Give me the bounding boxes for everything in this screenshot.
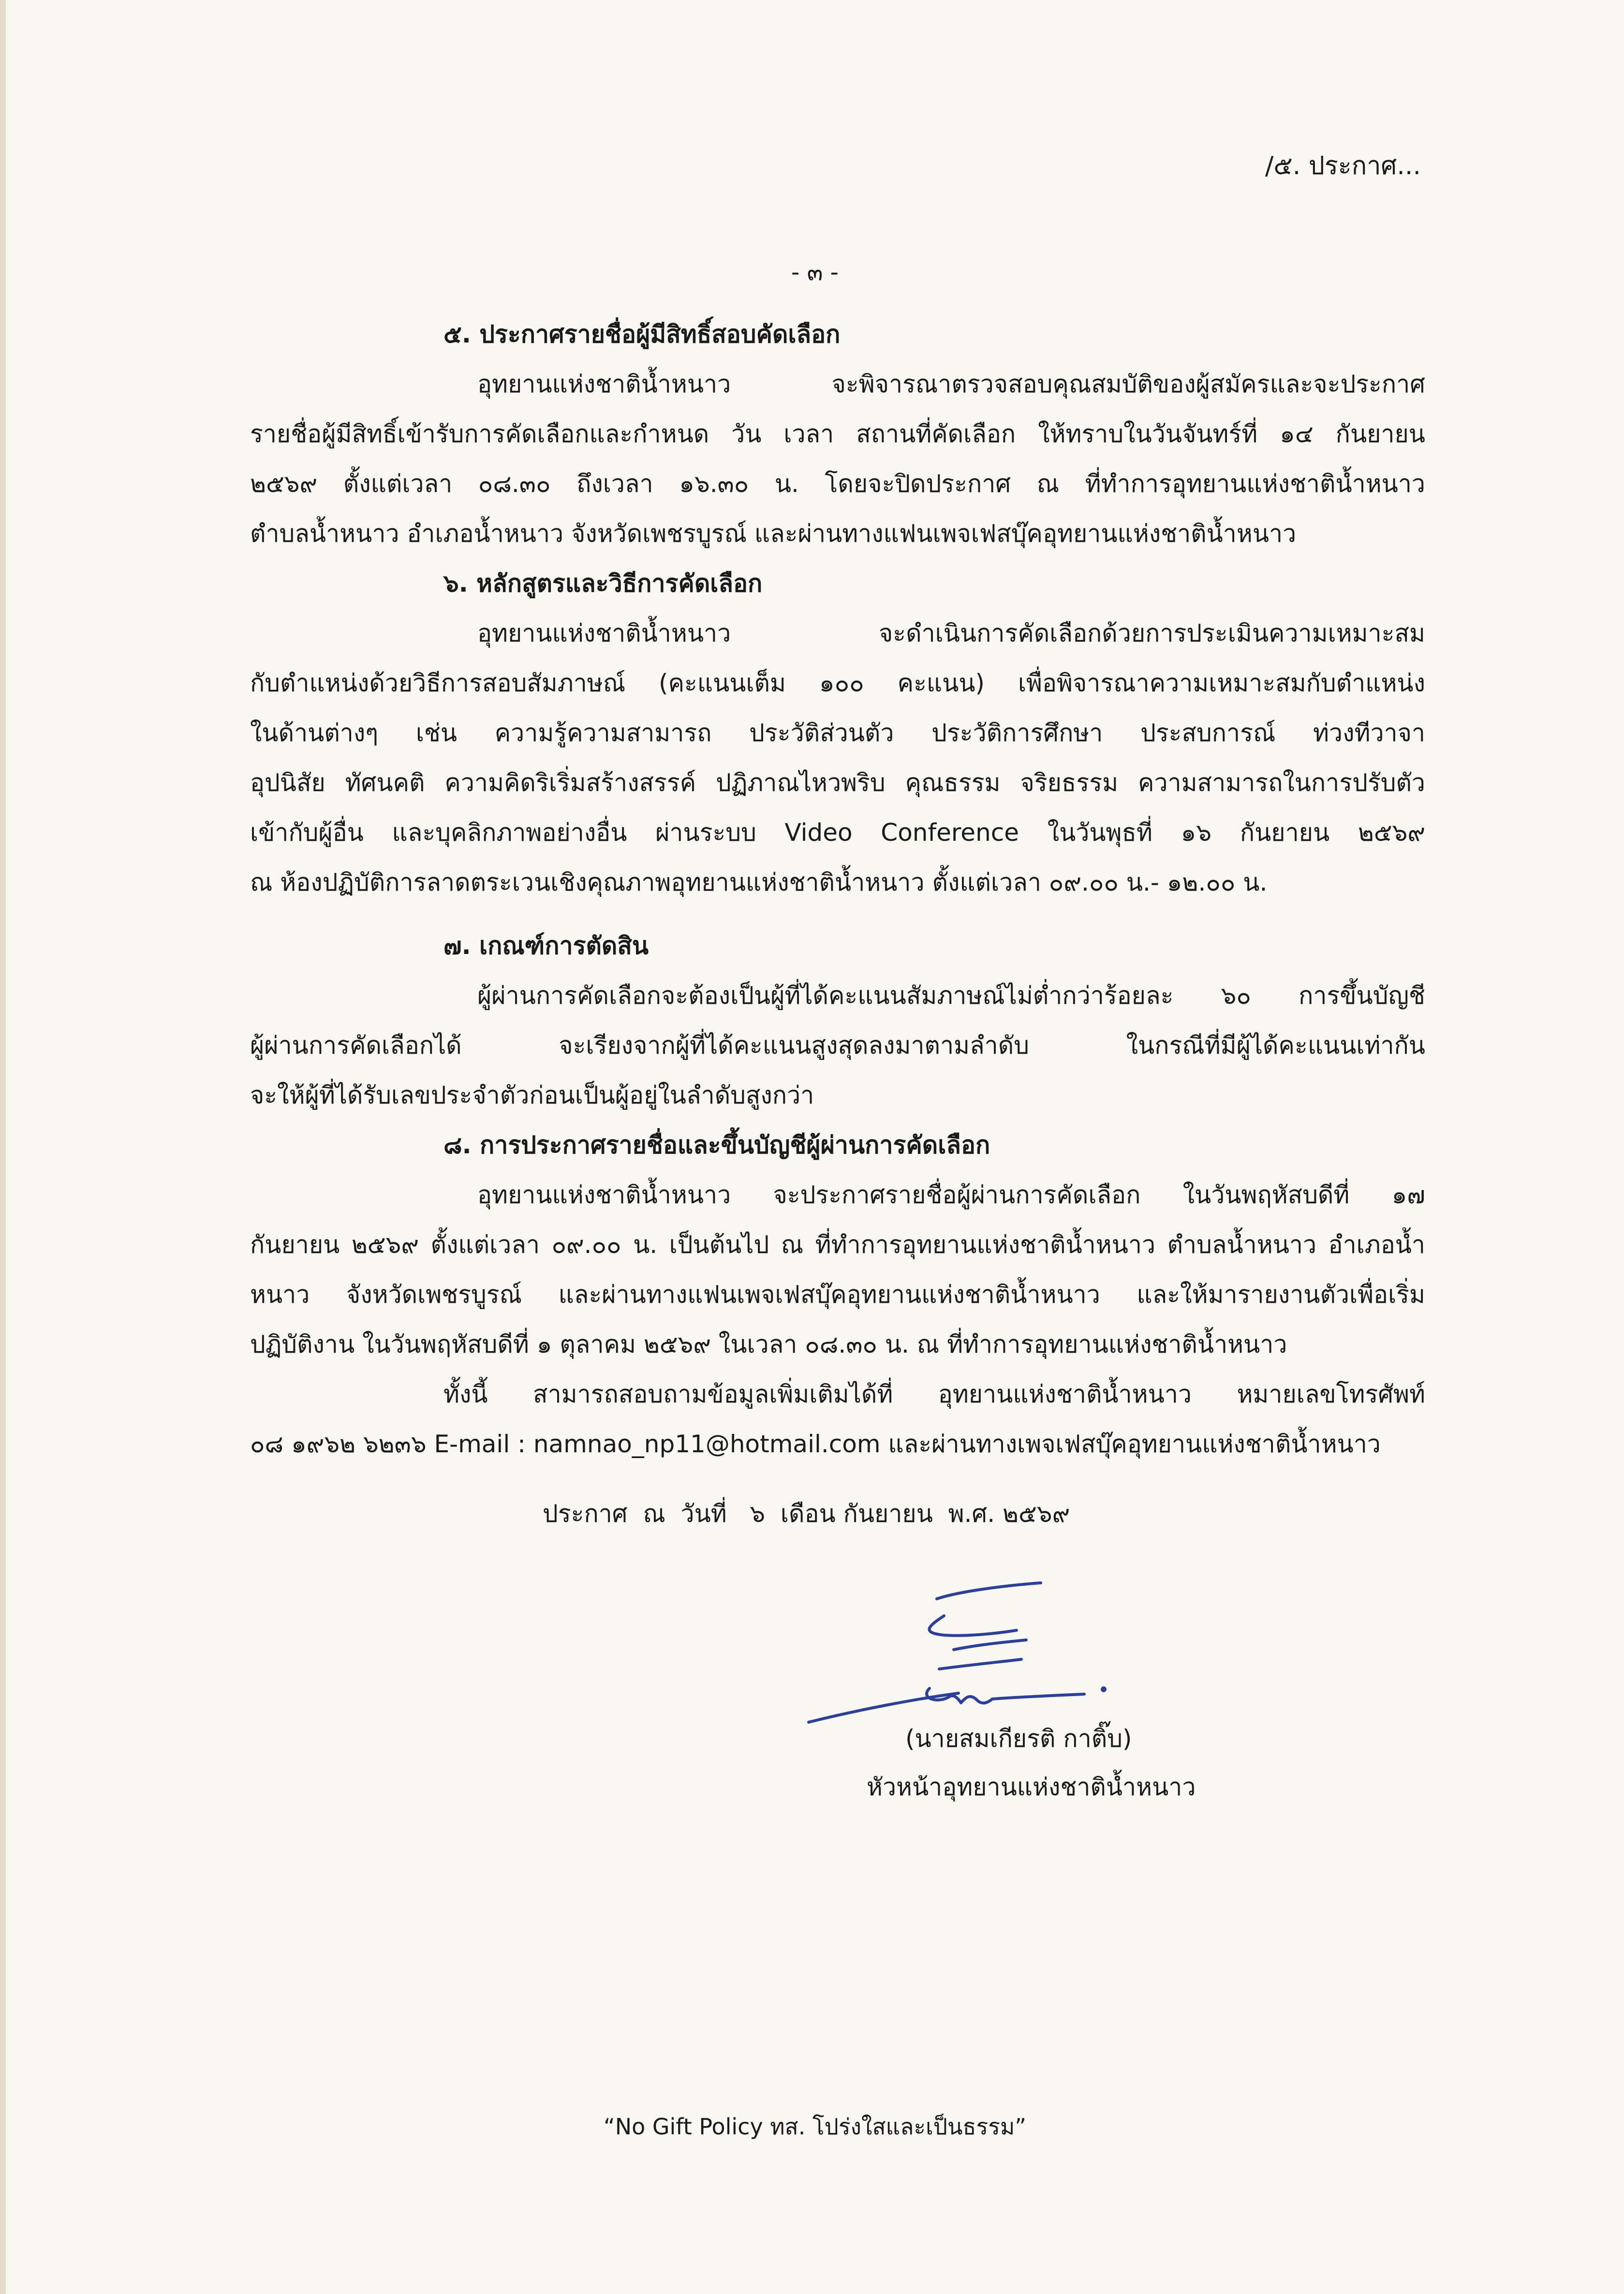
paragraph-line: กับตำแหน่งด้วยวิธีการสอบสัมภาษณ์ (คะแนนเต็ม ๑๐๐ คะแนน) เพื่อพิจารณาความเหมาะสมกับตำแหน่ง	[250, 669, 1425, 697]
paragraph-line: ตำบลน้ำหนาว อำเภอน้ำหนาว จังหวัดเพชรบูรณ์ และผ่านทางแฟนเพจเฟสบุ๊คอุทยานแห่งชาติน้ำหนาว	[250, 520, 1297, 548]
document-body	[250, 310, 1425, 1469]
paragraph-line: อุทยานแห่งชาติน้ำหนาว จะดำเนินการคัดเลือกด้วยการประเมินความเหมาะสม	[477, 619, 1425, 647]
paragraph-line: ในด้านต่างๆ เช่น ความรู้ความสามารถ ประวัติส่วนตัว ประวัติการศึกษา ประสบการณ์ ท่วงทีวาจา	[250, 719, 1425, 747]
paragraph-line: กันยายน ๒๕๖๙ ตั้งแต่เวลา ๐๙.๐๐ น. เป็นต้นไป ณ ที่ทำการอุทยานแห่งชาติน้ำหนาว ตำบลน้ำหนาว อำเภอน้ำ	[250, 1231, 1425, 1259]
paragraph-line: อุปนิสัย ทัศนคติ ความคิดริเริ่มสร้างสรรค์ ปฏิภาณไหวพริบ คุณธรรม จริยธรรม ความสามารถในการปรับตัว	[250, 769, 1425, 797]
footer-policy: “No Gift Policy ทส. โปร่งใสและเป็นธรรม”	[603, 2114, 1027, 2140]
paragraph-line: ปฏิบัติงาน ในวันพฤหัสบดีที่ ๑ ตุลาคม ๒๕๖๙ ในเวลา ๐๘.๓๐ น. ณ ที่ทำการอุทยานแห่งชาติน้ำหนาว	[250, 1330, 1287, 1358]
section-heading: ๗. เกณฑ์การตัดสิน	[443, 932, 649, 960]
paragraph-line: หนาว จังหวัดเพชรบูรณ์ และผ่านทางแฟนเพจเฟสบุ๊คอุทยานแห่งชาติน้ำหนาว และให้มารายงานตัวเพื่อเริ่ม	[250, 1281, 1425, 1309]
section-8	[250, 1120, 1425, 1370]
page-number: - ๓ -	[791, 259, 839, 286]
section-6	[250, 559, 1425, 908]
contact-paragraph	[250, 1370, 1425, 1469]
contact-line: ทั้งนี้ สามารถสอบถามข้อมูลเพิ่มเติมได้ที่ อุทยานแห่งชาติน้ำหนาว หมายเลขโทรศัพท์	[443, 1380, 1425, 1408]
contact-line: ๐๘ ๑๙๖๒ ๖๒๓๖ E-mail : namnao_np11@hotmail.com และผ่านทางเพจเฟสบุ๊คอุทยานแห่งชาติน้ำหนาว	[250, 1430, 1381, 1458]
paragraph-line: อุทยานแห่งชาติน้ำหนาว จะพิจารณาตรวจสอบคุณสมบัติของผู้สมัครและจะประกาศ	[477, 370, 1425, 398]
signer-name: (นายสมเกียรติ กาติ๊บ)	[905, 1725, 1132, 1753]
paragraph-line: ณ ห้องปฏิบัติการลาดตระเวนเชิงคุณภาพอุทยานแห่งชาติน้ำหนาว ตั้งแต่เวลา ๐๙.๐๐ น.- ๑๒.๐๐ น.	[250, 868, 1268, 896]
signature-image	[799, 1572, 1147, 1737]
announcement-date: ประกาศ ณ วันที่ ๖ เดือน กันยายน พ.ศ. ๒๕๖๙	[543, 1500, 1070, 1528]
paragraph-line: ผู้ผ่านการคัดเลือกจะต้องเป็นผู้ที่ได้คะแนนสัมภาษณ์ไม่ต่ำกว่าร้อยละ ๖๐ การขึ้นบัญชี	[477, 982, 1425, 1010]
section-heading: ๘. การประกาศรายชื่อและขึ้นบัญชีผู้ผ่านการคัดเลือก	[443, 1131, 990, 1159]
paragraph-line: จะให้ผู้ที่ได้รับเลขประจำตัวก่อนเป็นผู้อยู่ในลำดับสูงกว่า	[250, 1081, 814, 1109]
paragraph-line: เข้ากับผู้อื่น และบุคลิกภาพอย่างอื่น ผ่านระบบ Video Conference ในวันพุธที่ ๑๖ กันยายน ๒๕๖๙	[250, 819, 1425, 847]
continuation-marker: /๕. ประกาศ...	[1265, 151, 1421, 180]
section-5	[250, 310, 1425, 559]
paragraph-line: รายชื่อผู้มีสิทธิ์เข้ารับการคัดเลือกและกำหนด วัน เวลา สถานที่คัดเลือก ให้ทราบในวันจันทร์ที่ ๑๔ กันยายน	[250, 420, 1425, 448]
signer-title: หัวหน้าอุทยานแห่งชาติน้ำหนาว	[867, 1773, 1196, 1801]
paragraph-line: ๒๕๖๙ ตั้งแต่เวลา ๐๘.๓๐ ถึงเวลา ๑๖.๓๐ น. โดยจะปิดประกาศ ณ ที่ทำการอุทยานแห่งชาติน้ำหนาว	[250, 470, 1425, 498]
paragraph-line: ผู้ผ่านการคัดเลือกได้ จะเรียงจากผู้ที่ได้คะแนนสูงสุดลงมาตามลำดับ ในกรณีที่มีผู้ได้คะแนนเท่ากัน	[250, 1031, 1425, 1059]
section-7	[250, 921, 1425, 1120]
section-heading: ๕. ประกาศรายชื่อผู้มีสิทธิ์สอบคัดเลือก	[443, 320, 841, 348]
paragraph-line: อุทยานแห่งชาติน้ำหนาว จะประกาศรายชื่อผู้ผ่านการคัดเลือก ในวันพฤหัสบดีที่ ๑๗	[477, 1181, 1425, 1209]
section-heading: ๖. หลักสูตรและวิธีการคัดเลือก	[443, 569, 763, 597]
